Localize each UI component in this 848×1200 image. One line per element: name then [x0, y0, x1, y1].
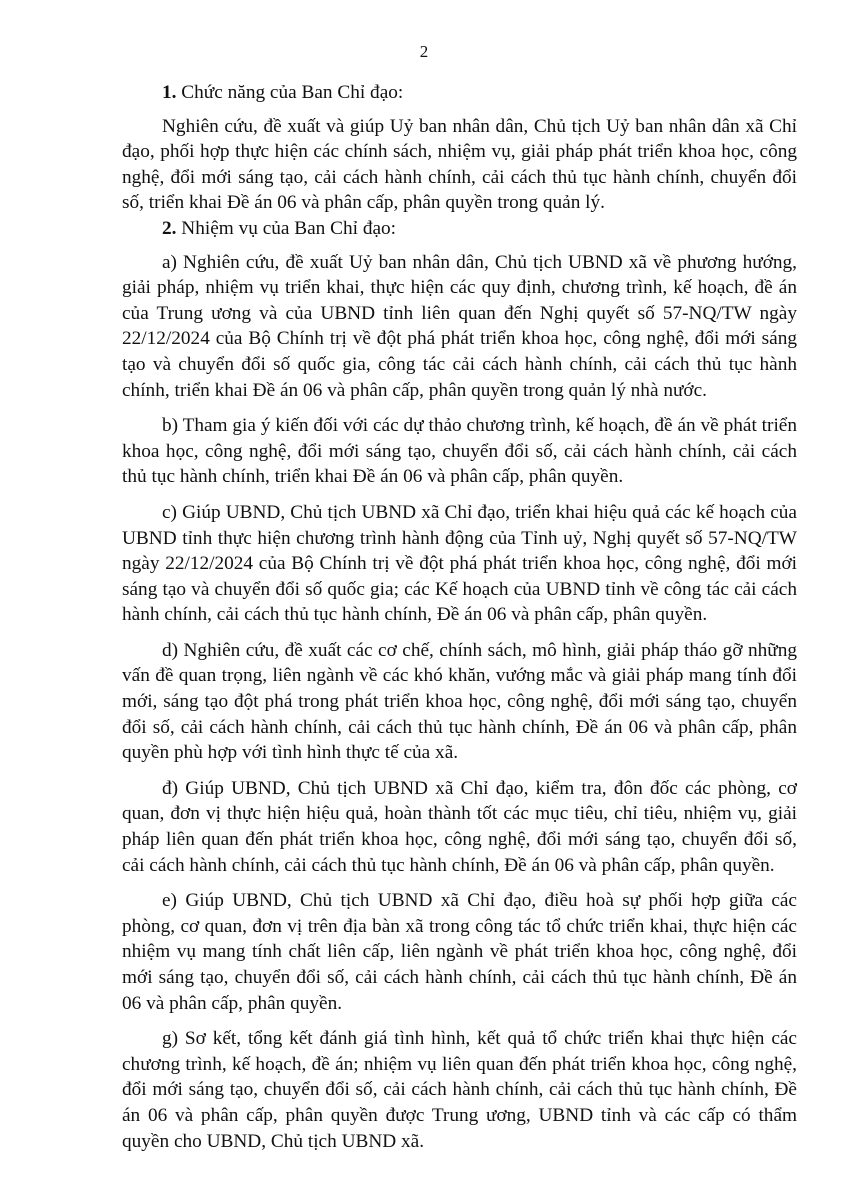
section-2-item-a: a) Nghiên cứu, đề xuất Uỷ ban nhân dân, Chủ tịch UBND xã về phương hướng, giải pháp, nhiệm vụ triển khai, thực hiện các quy định, chương trình, kế hoạch, đề án của Trung ương và của UBND tỉnh liên quan đến Nghị quyết số 57-NQ/TW ngày 22/12/2024 của Bộ Chính trị về đột phá phát triển khoa học, công nghệ, đổi mới sáng tạo và chuyển đổi số quốc gia, công tác cải cách hành chính, cải cách thủ tục hành chính, triển khai Đề án 06 và phân cấp, phân quyền trong quản lý nhà nước. — [122, 251, 797, 401]
section-1-paragraph: Nghiên cứu, đề xuất và giúp Uỷ ban nhân dân, Chủ tịch Uỷ ban nhân dân xã Chỉ đạo, phối hợp thực hiện các chính sách, nhiệm vụ, giải pháp phát triển khoa học, công nghệ, đổi mới sáng tạo, cải cách hành chính, cải cách thủ tục hành chính, chuyển đổi số, triển khai Đề án 06 và phân cấp, phân quyền trong quản lý. — [122, 115, 797, 214]
section-2-item-d: d) Nghiên cứu, đề xuất các cơ chế, chính sách, mô hình, giải pháp tháo gỡ những vấn đề quan trọng, liên ngành về các khó khăn, vướng mắc và giải pháp mang tính đổi mới, sáng tạo đột phá trong phát triển khoa học, công nghệ, đổi mới sáng tạo, chuyển đổi số, cải cách hành chính, cải cách thủ tục hành chính, Đề án 06 và phân cấp, phân quyền phù hợp với tình hình thực tế của xã. — [122, 639, 797, 764]
section-1-heading — [122, 80, 797, 106]
section-2-heading — [122, 216, 797, 242]
section-2-item-e: e) Giúp UBND, Chủ tịch UBND xã Chỉ đạo, điều hoà sự phối hợp giữa các phòng, cơ quan, đơn vị trên địa bàn xã trong công tác tổ chức triển khai, thực hiện các nhiệm vụ mang tính chất liên cấp, liên ngành về phát triển khoa học, công nghệ, đổi mới sáng tạo, chuyển đổi số, cải cách hành chính, cải cách thủ tục hành chính, Đề án 06 và phân cấp, phân quyền. — [122, 890, 797, 1014]
page-number: 2 — [419, 42, 429, 61]
section-2-number: 2. — [162, 217, 177, 239]
section-1-number: 1. — [162, 82, 177, 103]
section-1-title: Chức năng của Ban Chỉ đạo: — [176, 82, 404, 103]
section-2-item-g: g) Sơ kết, tổng kết đánh giá tình hình, kết quả tổ chức triển khai thực hiện các chương trình, kế hoạch, đề án; nhiệm vụ liên quan đến phát triển khoa học, công nghệ, đổi mới sáng tạo, chuyển đổi số, cải cách hành chính, cải cách thủ tục hành chính, Đề án 06 và phân cấp, phân quyền được Trung ương, UBND tỉnh và các cấp có thẩm quyền cho UBND, Chủ tịch UBND xã. — [122, 1028, 797, 1152]
section-2-item-dd: đ) Giúp UBND, Chủ tịch UBND xã Chỉ đạo, kiểm tra, đôn đốc các phòng, cơ quan, đơn vị thực hiện hiệu quả, hoàn thành tốt các mục tiêu, chỉ tiêu, nhiệm vụ, giải pháp liên quan đến phát triển khoa học, công nghệ, đổi mới sáng tạo, chuyển đổi số, cải cách hành chính, cải cách thủ tục hành chính, Đề án 06 và phân cấp, phân quyền. — [122, 777, 797, 876]
section-2-title: Nhiệm vụ của Ban Chỉ đạo: — [176, 217, 397, 239]
section-2-item-c: c) Giúp UBND, Chủ tịch UBND xã Chỉ đạo, triển khai hiệu quả các kế hoạch của UBND tỉnh thực hiện chương trình hành động của Tỉnh uỷ, Nghị quyết số 57-NQ/TW ngày 22/12/2024 của Bộ Chính trị về đột phá phát triển khoa học, công nghệ, đổi mới sáng tạo và chuyển đổi số quốc gia; các Kế hoạch của UBND tỉnh về công tác cải cách hành chính, cải cách thủ tục hành chính, Đề án 06 và phân cấp, phân quyền. — [122, 501, 797, 626]
document-body — [122, 80, 797, 1154]
section-2-item-b: b) Tham gia ý kiến đối với các dự thảo chương trình, kế hoạch, đề án về phát triển khoa học, công nghệ, đổi mới sáng tạo, chuyển đổi số, cải cách hành chính, cải cách thủ tục hành chính, triển khai Đề án 06 và phân cấp, phân quyền. — [122, 415, 797, 488]
